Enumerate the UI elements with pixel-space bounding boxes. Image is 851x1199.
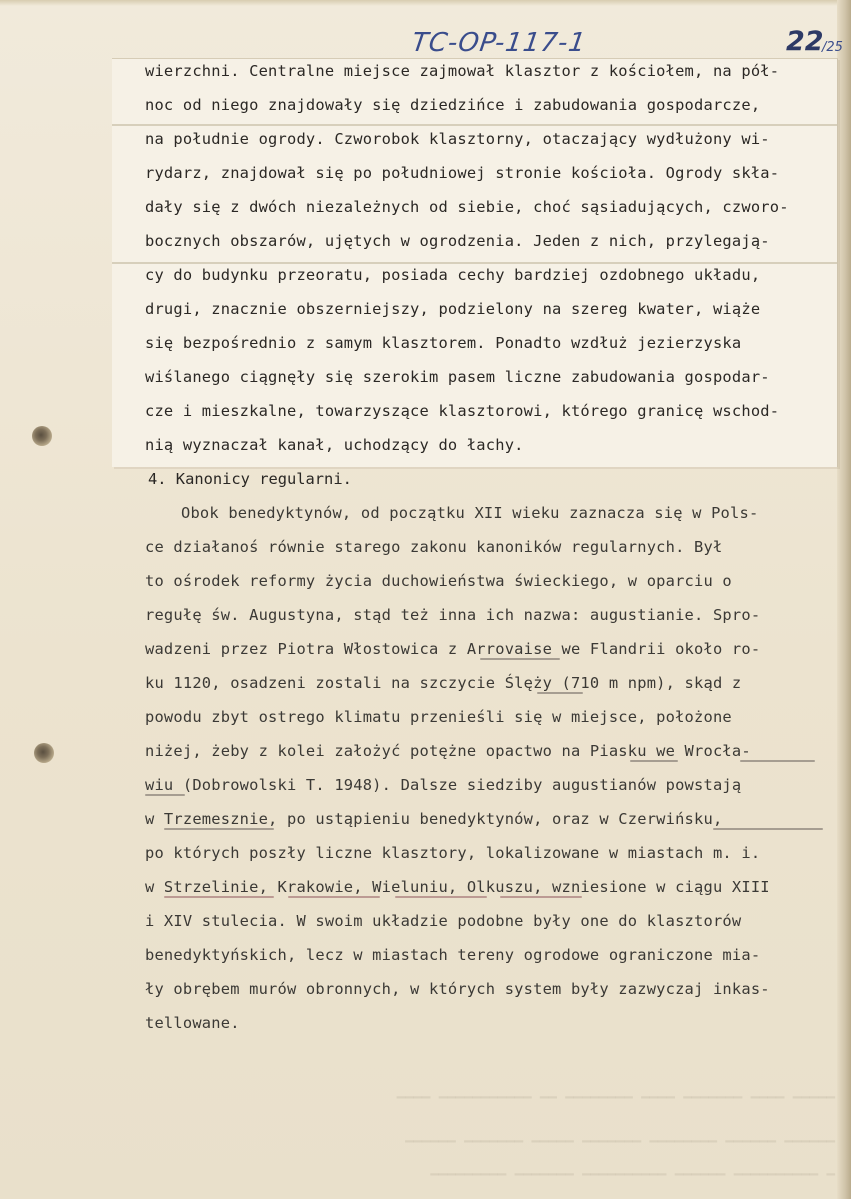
page-number-secondary: /25	[822, 40, 843, 55]
pencil-underline	[395, 896, 487, 898]
pencil-underline	[713, 828, 823, 830]
text-line: w Trzemesznie, po ustąpieniu benedyktynów, oraz w Czerwińsku,	[145, 810, 723, 828]
text-line: nią wyznaczał kanał, uchodzący do łachy.	[145, 436, 524, 454]
text-line: niżej, żeby z kolei założyć potężne opactwo na Piasku we Wrocła-	[145, 742, 751, 760]
text-line: i XIV stulecia. W swoim układzie podobne były one do klasztorów	[145, 912, 742, 930]
text-line: się bezpośrednio z samym klasztorem. Ponadto wzdłuż jezierzyska	[145, 334, 742, 352]
text-line: to ośrodek reformy życia duchowieństwa świeckiego, w oparciu o	[145, 572, 732, 590]
archive-code: TC-OP-117-1	[409, 28, 589, 58]
show-through-text: ▁ ▁▁▁▁▁▁▁▁▁▁ ▁▁▁▁▁▁ ▁▁▁▁▁▁▁▁▁▁ ▁▁▁▁▁▁▁ ▁▁▁▁▁▁▁▁▁	[430, 1160, 835, 1176]
show-through-text: ▁▁▁▁▁ ▁▁▁▁ ▁▁▁▁▁▁▁ ▁▁▁▁ ▁▁▁▁▁▁▁▁ ▁▁ ▁▁▁▁▁▁▁▁▁▁▁ ▁▁▁▁	[396, 1083, 835, 1099]
paper-right-edge	[837, 0, 851, 1199]
text-line: w Strzelinie, Krakowie, Wieluniu, Olkuszu, wzniesione w ciągu XIII	[145, 878, 770, 896]
text-line: noc od niego znajdowały się dziedzińce i zabudowania gospodarcze,	[145, 96, 761, 114]
main-paragraph	[145, 496, 835, 1040]
text-line: rydarz, znajdował się po południowej stronie kościoła. Ogrody skła-	[145, 164, 780, 182]
text-line: ku 1120, osadzeni zostali na szczycie Ślęży (710 m npm), skąd z	[145, 674, 742, 692]
pencil-underline	[740, 760, 815, 762]
pencil-underline	[145, 794, 185, 796]
text-line: regułę św. Augustyna, stąd też inna ich nazwa: augustianie. Spro-	[145, 606, 761, 624]
text-line: wiu (Dobrowolski T. 1948). Dalsze siedziby augustianów powstają	[145, 776, 742, 794]
text-line: po których poszły liczne klasztory, lokalizowane w miastach m. i.	[145, 844, 761, 862]
text-line: cze i mieszkalne, towarzyszące klasztorowi, którego granicę wschod-	[145, 402, 780, 420]
pencil-underline	[537, 692, 583, 694]
text-line: wiślanego ciągnęły się szerokim pasem liczne zabudowania gospodar-	[145, 368, 770, 386]
text-line: cy do budynku przeoratu, posiada cechy bardziej ozdobnego układu,	[145, 266, 761, 284]
text-line: tellowane.	[145, 1014, 240, 1032]
pencil-underline	[500, 896, 582, 898]
section-heading: 4. Kanonicy regularni.	[148, 470, 352, 488]
pencil-underline	[480, 658, 560, 660]
page-number: 22	[786, 26, 824, 57]
text-line: wadzeni przez Piotra Włostowica z Arrovaise we Flandrii około ro-	[145, 640, 761, 658]
punch-hole	[32, 426, 52, 446]
punch-hole	[34, 743, 54, 763]
text-line: na południe ogrody. Czworobok klasztorny, otaczający wydłużony wi-	[145, 130, 770, 148]
text-line: ce działanoś równie starego zakonu kanoników regularnych. Był	[145, 538, 723, 556]
text-line: ły obrębem murów obronnych, w których system były zazwyczaj inkas-	[145, 980, 770, 998]
text-line: wierzchni. Centralne miejsce zajmował klasztor z kościołem, na pół-	[145, 62, 780, 80]
paper-top-edge	[0, 0, 851, 6]
text-line: drugi, znacznie obszerniejszy, podzielony na szereg kwater, wiąże	[145, 300, 761, 318]
text-line: bocznych obszarów, ujętych w ogrodzenia. Jeden z nich, przylegają-	[145, 232, 770, 250]
text-line: powodu zbyt ostrego klimatu przenieśli się w miejsce, położone	[145, 708, 732, 726]
text-line: Obok benedyktynów, od początku XII wieku zaznacza się w Pols-	[181, 504, 759, 522]
pencil-underline	[164, 896, 274, 898]
text-line: benedyktyńskich, lecz w miastach tereny ogrodowe ograniczone mia-	[145, 946, 761, 964]
text-line: dały się z dwóch niezależnych od siebie, choć sąsiadujących, czworo-	[145, 198, 789, 216]
show-through-text: ▁▁▁▁▁▁ ▁▁▁▁▁▁ ▁▁▁▁▁▁▁▁ ▁▁▁▁▁▁▁ ▁▁▁▁▁ ▁▁▁▁▁▁▁ ▁▁▁▁▁▁	[405, 1127, 835, 1143]
pencil-underline	[164, 828, 274, 830]
continued-paragraph	[145, 54, 835, 462]
pencil-underline	[630, 760, 678, 762]
pencil-underline	[288, 896, 380, 898]
